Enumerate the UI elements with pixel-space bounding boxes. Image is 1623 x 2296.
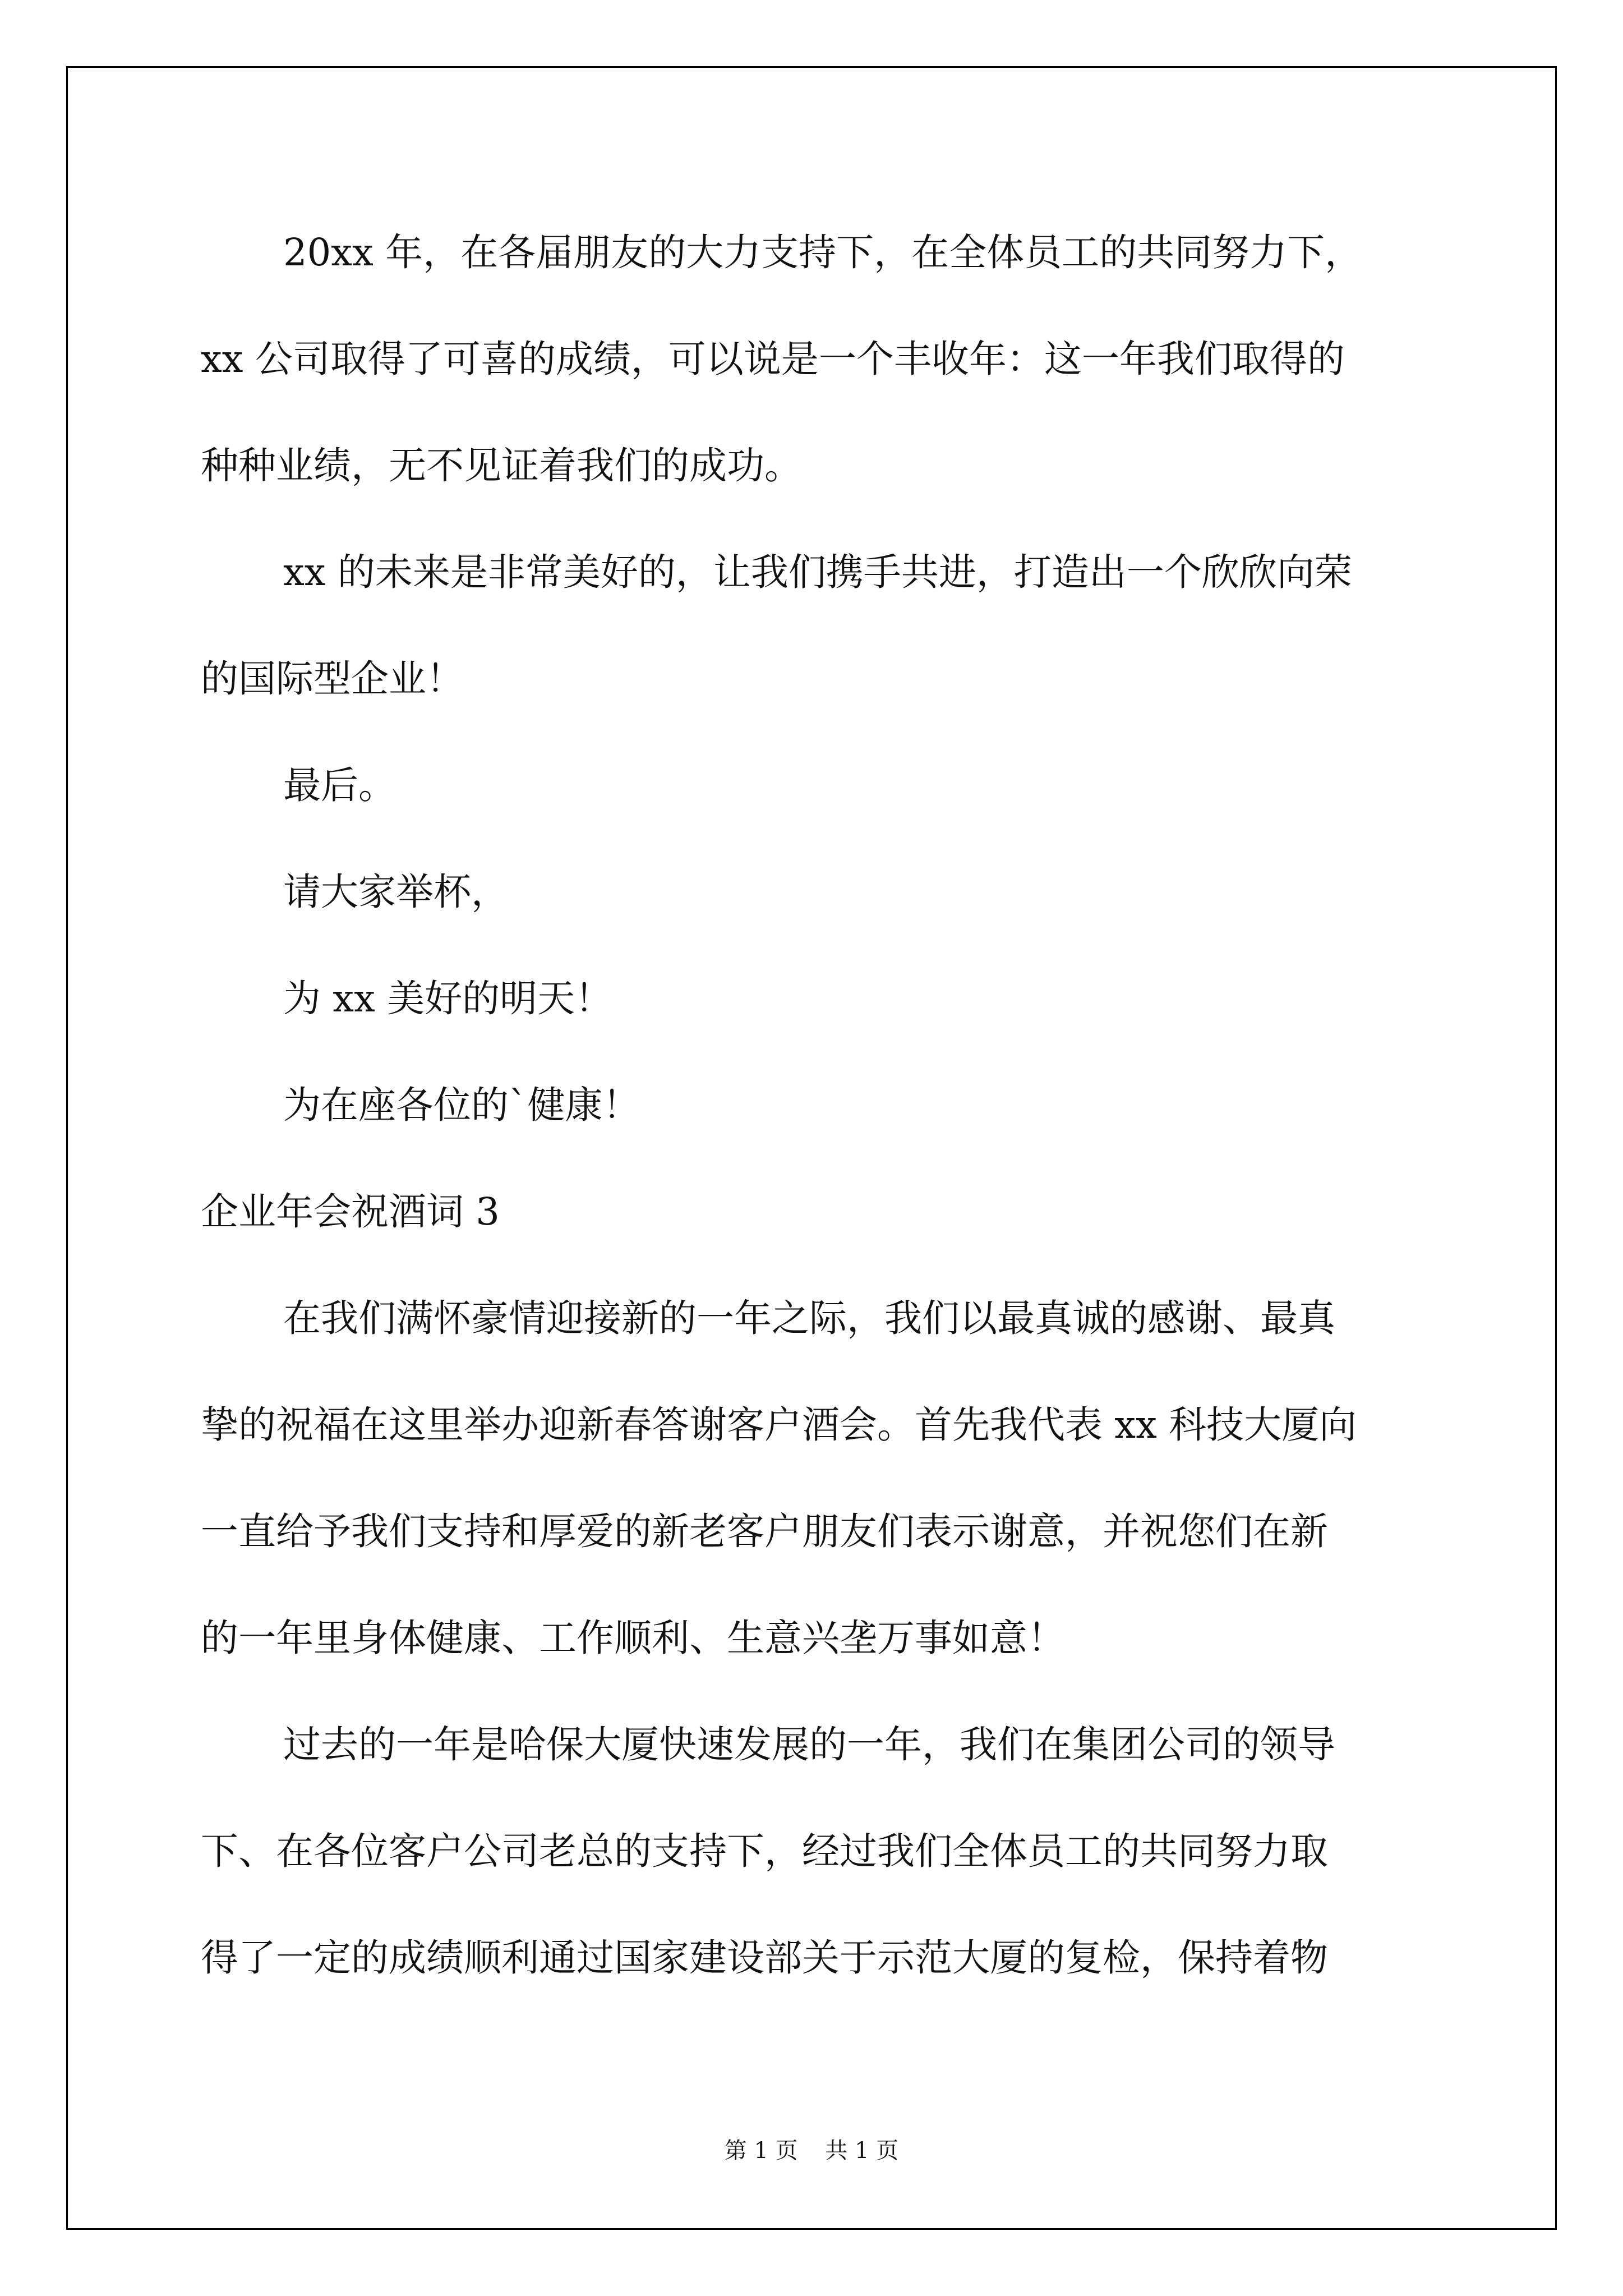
text-line: 种种业绩，无不见证着我们的成功。 [201,444,802,487]
text-line: 请大家举杯， [283,870,509,914]
page-border [66,66,1557,2230]
text-line: 的国际型企业！ [201,657,464,701]
text-line: 一直给予我们支持和厚爱的新老客户朋友们表示谢意，并祝您们在新 [201,1510,1328,1553]
page-number: 第 1 页 [724,2138,798,2164]
text-line: 为在座各位的`健康！ [283,1083,640,1127]
text-line: 得了一定的成绩顺利通过国家建设部关于示范大厦的复检，保持着物 [201,1936,1328,1980]
text-line: 过去的一年是哈保大厦快速发展的一年，我们在集团公司的领导 [283,1723,1335,1766]
text-line: xx 公司取得了可喜的成绩，可以说是一个丰收年：这一年我们取得的 [201,337,1345,381]
text-line: 的一年里身体健康、工作顺利、生意兴垄万事如意！ [201,1616,1065,1660]
section-heading: 企业年会祝酒词 3 [201,1190,500,1234]
text-line: 挚的祝福在这里举办迎新春答谢客户酒会。首先我代表 xx 科技大厦向 [201,1403,1357,1447]
page-footer [0,2133,1623,2165]
text-line: 下、在各位客户公司老总的支持下，经过我们全体员工的共同努力取 [201,1829,1328,1873]
text-line: 为 xx 美好的明天！ [283,977,613,1020]
text-line: xx 的未来是非常美好的，让我们携手共进，打造出一个欣欣向荣 [283,550,1352,594]
page-total: 共 1 页 [825,2138,899,2164]
text-line: 在我们满怀豪情迎接新的一年之际，我们以最真诚的感谢、最真 [283,1296,1335,1340]
text-line: 最后。 [283,763,396,807]
text-line: 20xx 年，在各届朋友的大力支持下，在全体员工的共同努力下， [283,231,1363,274]
